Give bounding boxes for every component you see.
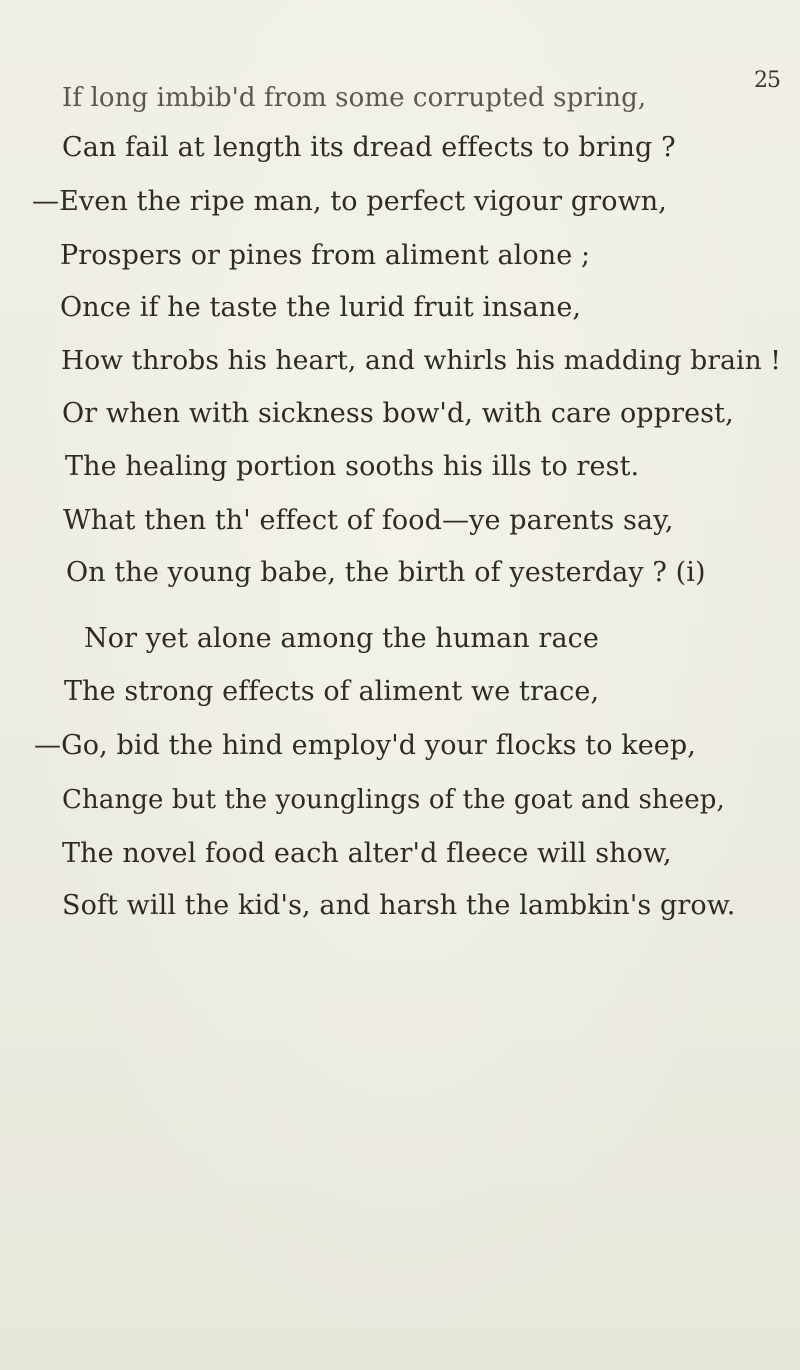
verse-line: The strong effects of aliment we trace, <box>64 676 600 707</box>
verse-line: Change but the younglings of the goat and sheep, <box>62 785 725 815</box>
verse-line: Once if he taste the lurid fruit insane, <box>60 292 582 323</box>
page-number: 25 <box>754 68 780 93</box>
verse-line: Soft will the kid's, and harsh the lambkin's grow. <box>62 890 736 921</box>
verse-line: —Go, bid the hind employ'd your flocks to keep, <box>34 730 696 761</box>
verse-line: Can fail at length its dread effects to bring ? <box>62 132 676 163</box>
verse-line: —Even the ripe man, to perfect vigour grown, <box>32 186 667 217</box>
verse-line: What then th' effect of food—ye parents say, <box>63 505 674 536</box>
verse-line: Or when with sickness bow'd, with care opprest, <box>62 398 734 429</box>
verse-line: On the young babe, the birth of yesterday ? (i) <box>66 557 706 588</box>
verse-line: The novel food each alter'd fleece will show, <box>62 838 672 869</box>
verse-line: How throbs his heart, and whirls his madding brain ! <box>61 345 782 376</box>
verse-line: Nor yet alone among the human race <box>84 623 599 654</box>
verse-line: Prospers or pines from aliment alone ; <box>60 240 591 271</box>
verse-line: If long imbib'd from some corrupted spring, <box>62 83 647 113</box>
verse-line: The healing portion sooths his ills to rest. <box>65 451 640 482</box>
